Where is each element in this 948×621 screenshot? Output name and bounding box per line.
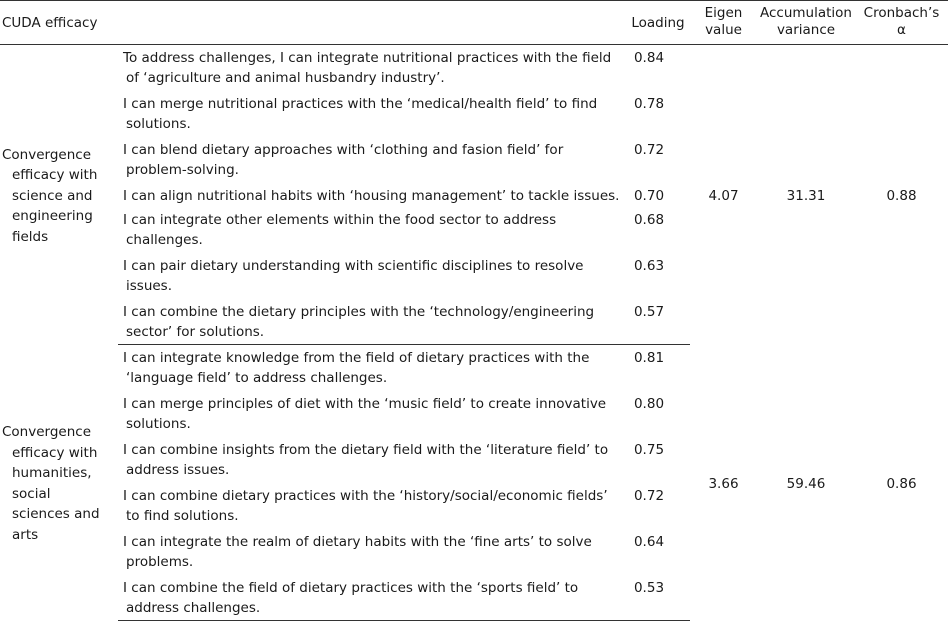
loading-value: 0.72 (633, 141, 665, 158)
item-text-line: I can merge nutritional practices with the ‘medical/health field’ to find (123, 95, 598, 112)
loading-value: 0.78 (633, 95, 665, 112)
loading-value: 0.84 (633, 50, 665, 66)
loading-value: 0.53 (626, 575, 690, 621)
item-text-line: I can align nutritional habits with ‘housing management’ to tackle issues. (123, 187, 620, 204)
item-text-line: I can integrate the realm of dietary habits with the ‘fine arts’ to solve (123, 533, 592, 550)
item-text-line: I can integrate knowledge from the field of dietary practices with the (123, 350, 590, 366)
table-row (0, 345, 948, 391)
item-text (118, 437, 626, 483)
item-text (118, 137, 626, 183)
category-line: humanities, (12, 465, 92, 481)
item-text (118, 253, 626, 299)
category-line: science and (12, 187, 93, 204)
category-line: Convergence (2, 146, 92, 163)
header-accumulation-line2: variance (776, 22, 836, 38)
loading-value: 0.57 (626, 299, 690, 345)
item-text-line: I can pair dietary understanding with scientific disciplines to resolve (123, 257, 584, 274)
header-accumulation (757, 1, 855, 45)
accumulation-variance: 59.46 (786, 475, 826, 492)
header-eigen (690, 1, 757, 45)
loading-value: 0.72 (633, 487, 665, 504)
item-text-line: I can blend dietary approaches with ‘clothing and fasion field’ for (123, 141, 564, 158)
item-text-line: ‘language field’ to address challenges. (126, 370, 388, 386)
item-text (118, 183, 626, 207)
loading-value: 0.64 (633, 533, 665, 550)
category-line: arts (12, 526, 39, 543)
cronbach-alpha: 0.88 (886, 187, 917, 204)
category-line: fields (12, 228, 49, 245)
item-text (118, 483, 626, 529)
item-text-line: solutions. (126, 415, 191, 432)
loading-value: 0.70 (633, 187, 665, 204)
item-text (118, 207, 626, 253)
item-text-line: problem-solving. (126, 161, 239, 178)
header-category: CUDA efficacy (0, 1, 626, 45)
item-text-line: I can combine dietary practices with the ‘history/social/economic fields’ (123, 487, 608, 504)
category-line: efficacy with (12, 444, 98, 461)
category-line: sciences and (12, 506, 100, 522)
eigen-value: 4.07 (708, 187, 739, 204)
category-cell (0, 45, 118, 345)
item-text-line: solutions. (126, 115, 191, 132)
item-text-line: challenges. (126, 231, 203, 248)
loading-value: 0.63 (633, 257, 665, 274)
category-line: Convergence (2, 424, 92, 440)
item-text (118, 529, 626, 575)
item-text-line: I can integrate other elements within the food sector to address (123, 211, 557, 228)
item-text-line: address issues. (126, 461, 230, 478)
category-line: efficacy with (12, 167, 98, 183)
item-text-line: I can combine insights from the dietary field with the ‘literature field’ to (123, 441, 609, 458)
item-text-line: address challenges. (126, 599, 261, 616)
category-cell (0, 345, 118, 621)
category-line: social (12, 485, 51, 502)
group-humanities-arts (0, 345, 948, 621)
item-text-line: sector’ for solutions. (126, 323, 265, 340)
item-text-line: to find solutions. (126, 507, 239, 524)
item-text (118, 45, 626, 91)
header-loading: Loading (626, 1, 690, 45)
header-cronbach-line2: α (897, 22, 906, 38)
table-row (0, 45, 948, 91)
item-text-line: issues. (126, 277, 173, 294)
item-text (118, 299, 626, 345)
header-eigen-line1: Eigen (704, 5, 743, 21)
item-text-line: of ‘agriculture and animal husbandry industry’. (126, 70, 445, 86)
loading-value: 0.68 (633, 211, 665, 228)
loading-value: 0.81 (633, 350, 665, 366)
item-text-line: I can combine the field of dietary practices with the ‘sports field’ to (123, 579, 579, 596)
category-line: engineering (12, 208, 93, 224)
loading-value: 0.75 (633, 441, 665, 458)
header-eigen-line2: value (705, 22, 742, 38)
table-header (0, 1, 948, 45)
header-accumulation-line1: Accumulation (760, 5, 852, 21)
cronbach-alpha: 0.86 (886, 475, 917, 492)
item-text (118, 91, 626, 137)
loading-value: 0.80 (633, 395, 665, 412)
header-cronbach (855, 1, 948, 45)
accumulation-variance: 31.31 (786, 187, 826, 204)
item-text-line: I can merge principles of diet with the ‘music field’ to create innovative (123, 395, 607, 412)
item-text (118, 345, 626, 391)
header-cronbach-line1: Cronbach’s (863, 5, 940, 21)
item-text-line: I can combine the dietary principles with the ‘technology/engineering (123, 303, 595, 320)
eigen-value: 3.66 (708, 475, 739, 492)
item-text-line: To address challenges, I can integrate nutritional practices with the field (123, 50, 612, 66)
group-science-engineering (0, 45, 948, 345)
item-text (118, 391, 626, 437)
item-text (118, 575, 626, 621)
item-text-line: problems. (126, 553, 194, 570)
